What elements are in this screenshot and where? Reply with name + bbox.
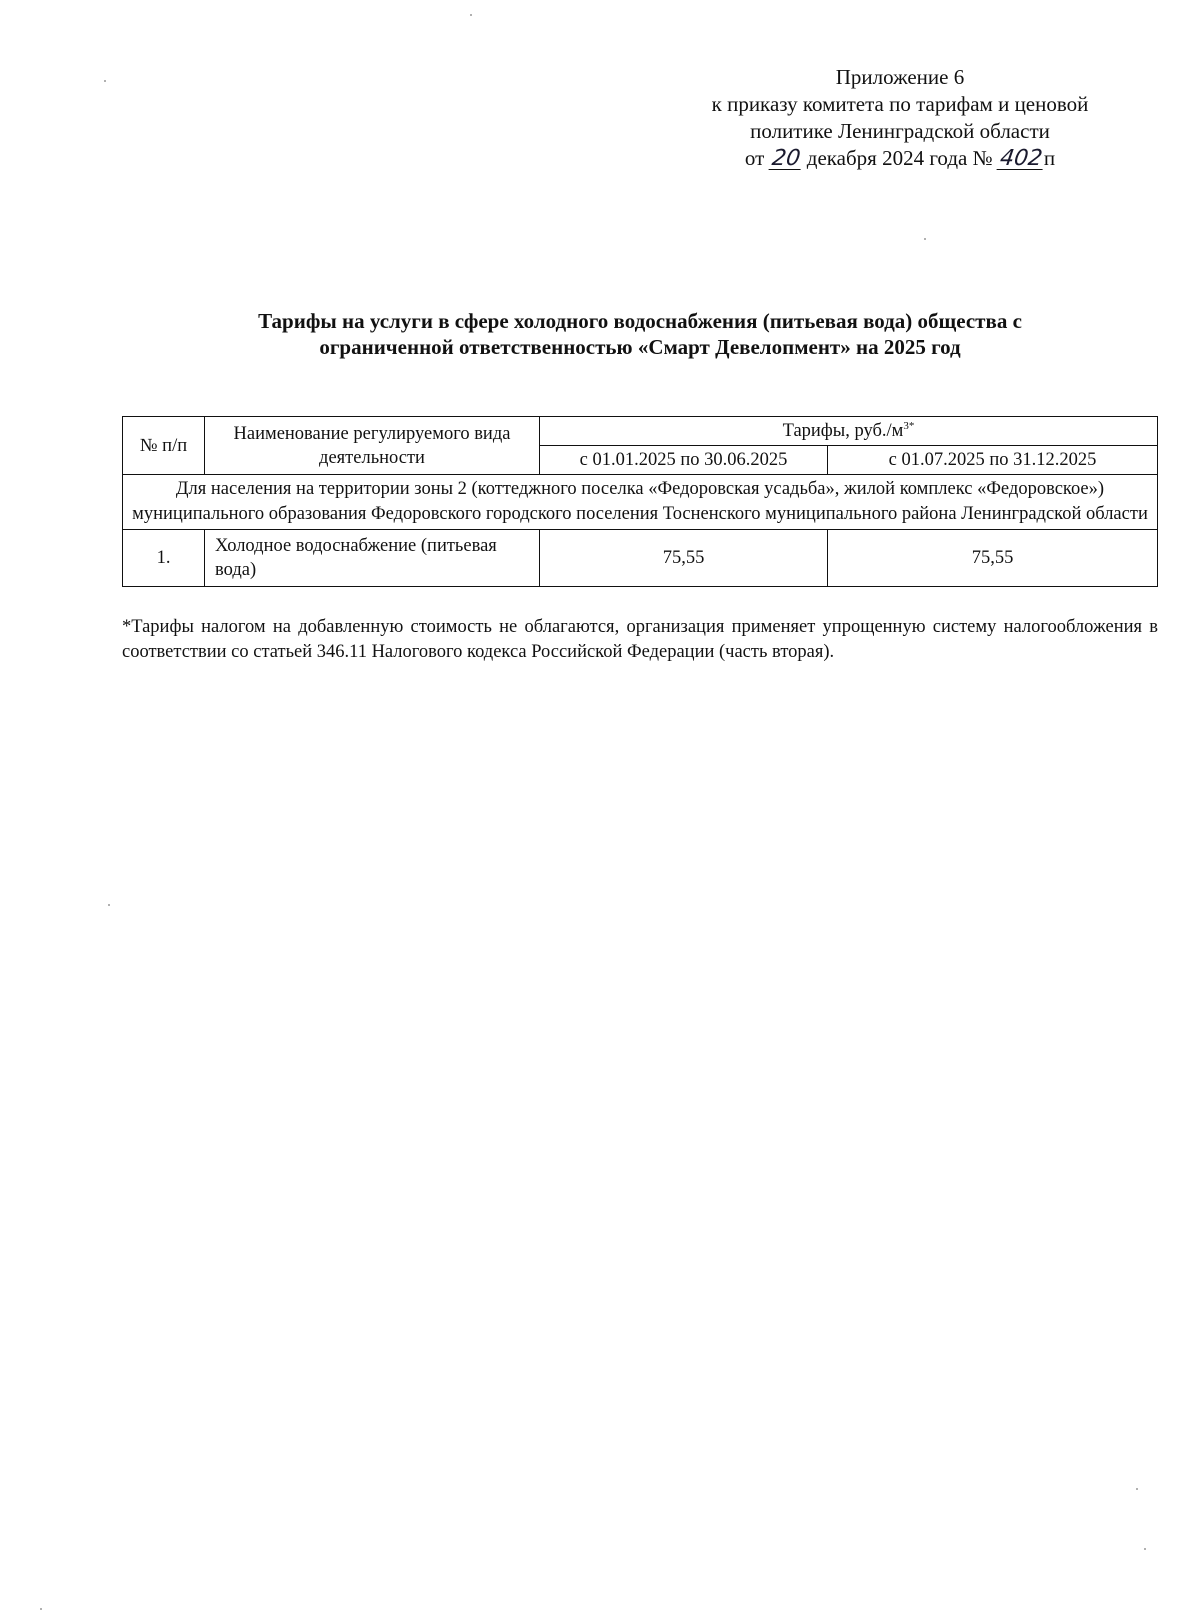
row-name: Холодное водоснабжение (питьевая вода) [205, 530, 540, 587]
scan-speck [104, 80, 106, 82]
header-name: Наименование регулируемого вида деятельности [205, 417, 540, 475]
scan-speck [470, 14, 472, 16]
title-line-2: ограниченной ответственностью «Смарт Девелопмент» на 2025 год [319, 335, 961, 359]
order-number-suffix: п [1043, 146, 1056, 170]
document-title [120, 308, 1160, 360]
header-tariffs-sup: 3* [903, 419, 915, 432]
title-line-1: Тарифы на услуги в сфере холодного водоснабжения (питьевая вода) общества с [258, 309, 1022, 333]
header-tariffs [540, 417, 1158, 446]
date-middle: декабря 2024 года № [806, 146, 993, 170]
header-period-2: с 01.07.2025 по 31.12.2025 [828, 446, 1158, 475]
footnote: *Тарифы налогом на добавленную стоимость не облагаются, организация применяет упрощенную систему налогообложения в соответствии со статьей 346.11 Налогового кодекса Российской Федерации (часть вторая). [122, 617, 1158, 662]
scan-speck [1136, 1488, 1138, 1490]
handwritten-day: 20 [769, 146, 802, 171]
scan-speck [1144, 1548, 1146, 1550]
tariffs-table [122, 416, 1158, 587]
handwritten-order-number: 402 [998, 146, 1044, 171]
row-num: 1. [123, 530, 205, 587]
scan-speck [108, 904, 110, 906]
order-reference-line-2: политике Ленинградской области [750, 119, 1050, 143]
table-row [123, 530, 1158, 587]
appendix-title: Приложение 6 [835, 65, 965, 89]
scan-speck [924, 238, 926, 240]
row-value-2: 75,55 [828, 530, 1158, 587]
order-date-line [640, 145, 1160, 172]
order-reference-line: к приказу комитета по тарифам и ценовой [711, 92, 1089, 116]
header-period-1: с 01.01.2025 по 30.06.2025 [540, 446, 828, 475]
table-header-row [123, 417, 1158, 446]
header-num: № п/п [123, 417, 205, 475]
scan-speck [40, 1608, 42, 1610]
zone-description: Для населения на территории зоны 2 (коттеджного поселка «Федоровская усадьба», жилой комплекс «Федоровское») муниципального образования Федоровского городского поселения Тосненского муниципального района Ленинградской области [123, 475, 1158, 530]
row-value-1: 75,55 [540, 530, 828, 587]
zone-row [123, 475, 1158, 530]
appendix-header [640, 64, 1160, 172]
date-prefix: от [744, 146, 765, 170]
header-tariffs-label: Тарифы, руб./м [782, 421, 904, 441]
